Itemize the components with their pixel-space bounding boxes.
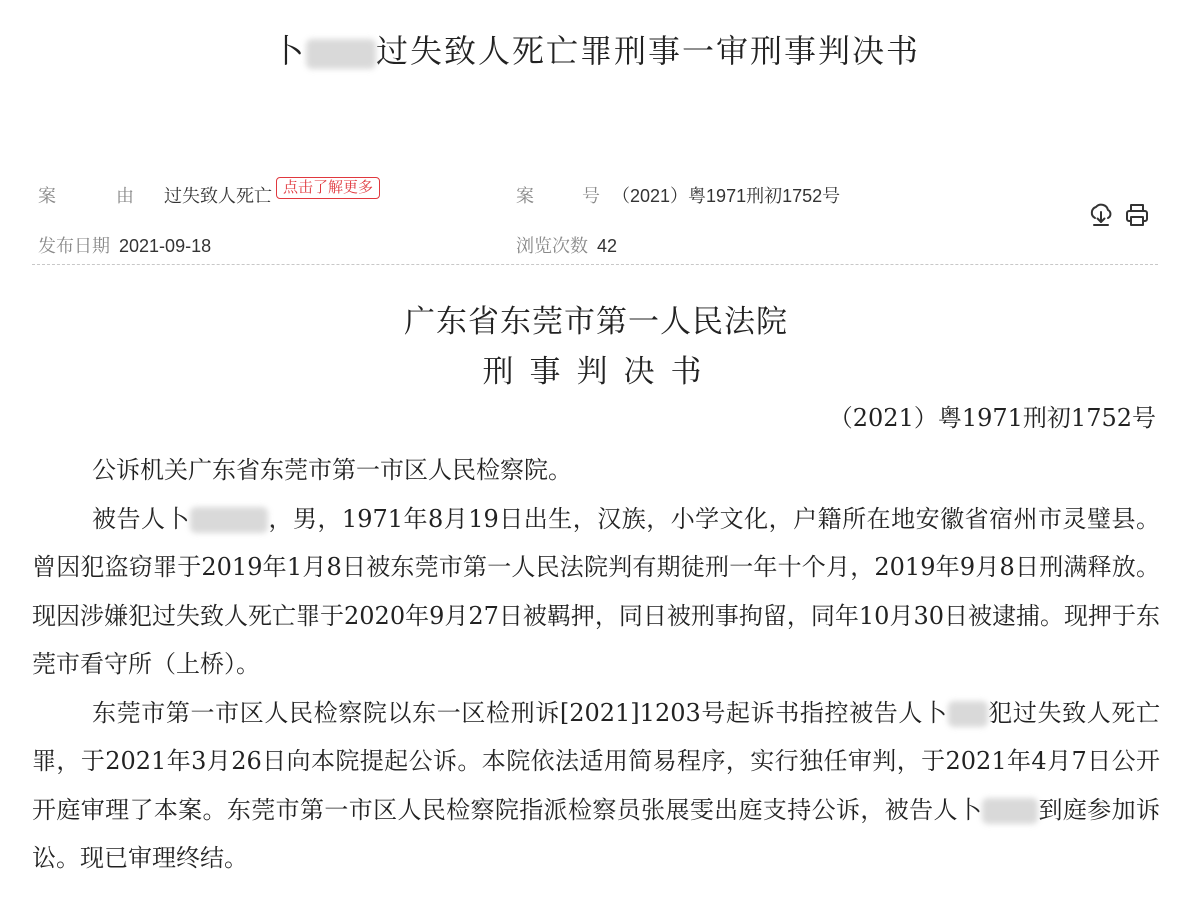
case-cause-row: [38, 179, 380, 209]
paragraph-proceedings: [32, 689, 1160, 883]
defendant-intro: 被告人卜: [92, 504, 190, 533]
case-no-label-b: 号: [582, 186, 600, 206]
court-name: 广东省东莞市第一人民法院: [404, 304, 788, 340]
proceedings-part-2: 犯过失致人死亡罪，于2021年3月26日向本院提起公诉。本院依法适用简易程序，实行独任审判，于2021年4月7日公开开庭审理了本案。东莞市第一市区人民检察院指派检察员张展雯出庭支持公诉，被告人卜: [32, 698, 1160, 824]
case-cause-value: 过失致人死亡: [164, 186, 272, 206]
proceedings-part-3: 到庭参加诉讼。现已审理终结。: [32, 795, 1161, 872]
redacted-name: [190, 507, 268, 533]
title-suffix: 过失致人死亡罪刑事一审刑事判决书: [376, 33, 921, 69]
publish-date-label: 发布日期: [38, 236, 110, 256]
case-no-row: [516, 182, 840, 208]
download-icon[interactable]: [1088, 202, 1114, 228]
learn-more-link[interactable]: 点击了解更多: [276, 177, 380, 199]
redacted-name: [306, 39, 376, 69]
case-no-value: （2021）粤1971刑初1752号: [612, 186, 841, 206]
page-title: [0, 26, 1192, 72]
views-row: [516, 232, 617, 258]
doc-number: （2021）粤1971刑初1752号: [828, 404, 1156, 432]
judgment-body: [32, 446, 1160, 883]
paragraph-defendant: [32, 495, 1160, 689]
case-no-label-a: 案: [516, 186, 534, 206]
publish-date-row: [38, 232, 211, 258]
redacted-name: [982, 798, 1038, 824]
redacted-name: [948, 701, 988, 727]
doc-type: 刑事判决书: [482, 354, 718, 390]
title-prefix: 卜: [271, 33, 306, 69]
divider: [32, 264, 1158, 265]
views-label: 浏览次数: [516, 236, 588, 256]
case-cause-label: 案由: [38, 186, 194, 206]
paragraph-prosecutor: 公诉机关广东省东莞市第一市区人民检察院。: [92, 456, 572, 484]
print-icon[interactable]: [1124, 202, 1150, 228]
views-value: 42: [597, 236, 618, 256]
defendant-details: ，男，1971年8月19日出生，汉族，小学文化，户籍所在地安徽省宿州市灵璧县。曾因犯盗窃罪于2019年1月8日被东莞市第一人民法院判有期徒刑一年十个月，2019年9月8日刑满释放。现因涉嫌犯过失致人死亡罪于2020年9月27日被羁押，同日被刑事拘留，同年10月30日被逮捕。现押于东莞市看守所（上桥）。: [32, 504, 1161, 678]
publish-date-value: 2021-09-18: [119, 236, 212, 256]
proceedings-part-1: 东莞市第一市区人民检察院以东一区检刑诉[2021]1203号起诉书指控被告人卜: [92, 698, 948, 727]
